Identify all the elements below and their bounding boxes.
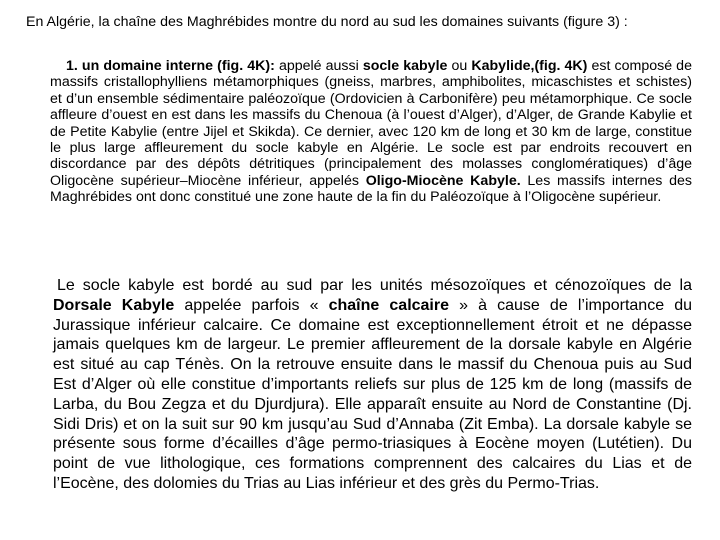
- bold-term: Oligo-Miocène Kabyle.: [365, 172, 521, 189]
- dorsale-kabyle-paragraph: [53, 276, 692, 494]
- bold-term: Dorsale Kabyle: [53, 296, 175, 314]
- internal-domain-paragraph: [50, 58, 692, 206]
- text-run: Le socle kabyle est bordé au sud par les unités mésozoïques et cénozoïques de la: [57, 277, 692, 294]
- bold-term: chaîne calcaire: [328, 296, 449, 314]
- text-run: » à cause de l’importance du Jurassique inférieur calcaire. Ce domaine est exceptionnellement étroit et ne dépasse jamais quelques km de largeur. Le premier affleurement de la dorsale kabyle en Algérie est situé au cap Ténès. On la retrouve ensuite dans le massif du Chenoua puis au Sud Est d’Alger où elle constitue d’importants reliefs sur plus de 125 km de long (massifs de Larba, du Bou Zegza et du Djurdjura). Elle apparaît ensuite au Nord de Constantine (Dj. Sidi Dris) et on la suit sur 90 km jusqu’au Sud d’Annaba (Zit Emba). La dorsale kabyle se présente sous forme d’écailles d’âge permo-triasiques à Eocène moyen (Lutétien). Du point de vue lithologique, ces formations comprennent des calcaires du Lias et de l’Eocène, des dolomies du Trias au Lias inférieur et des grès du Permo-Trias.: [53, 296, 692, 492]
- section-heading: 1. un domaine interne (fig. 4K):: [66, 58, 275, 74]
- bold-term: socle kabyle: [362, 58, 448, 74]
- text-run: appelé aussi: [274, 58, 363, 74]
- text-run: appelée parfois «: [174, 296, 329, 314]
- text-run: Les massifs internes des Maghrébides ont donc constitué une zone haute de la fin du Paléozoïque à l’Oligocène supérieur.: [50, 172, 692, 206]
- text-run: est composé de massifs cristallophylliens métamorphiques (gneiss, marbres, amphibolites, micaschistes et schistes) et d’un ensemble sédimentaire paléozoïque (Ordovicien à Carbonifère) peu métamorphique. Ce socle affleure d’ouest en est dans les massifs du Chenoua (à l’ouest d’Alger), d’Alger, de Grande Kabylie et de Petite Kabylie (entre Jijel et Skikda). Ce dernier, avec 120 km de long et 30 km de large, constitue le plus large affleurement du socle kabyle en Algérie. Le socle est par endroits recouvert en discordance par des dépôts détritiques (principalement des molasses conglomératiques) d’âge Oligocène supérieur–Miocène inférieur, appelés: [50, 58, 692, 189]
- text-run: ou: [447, 58, 472, 74]
- bold-term: Kabylide,(fig. 4K): [471, 58, 588, 74]
- intro-paragraph: En Algérie, la chaîne des Maghrébides montre du nord au sud les domaines suivants (figure 3) :: [26, 14, 628, 30]
